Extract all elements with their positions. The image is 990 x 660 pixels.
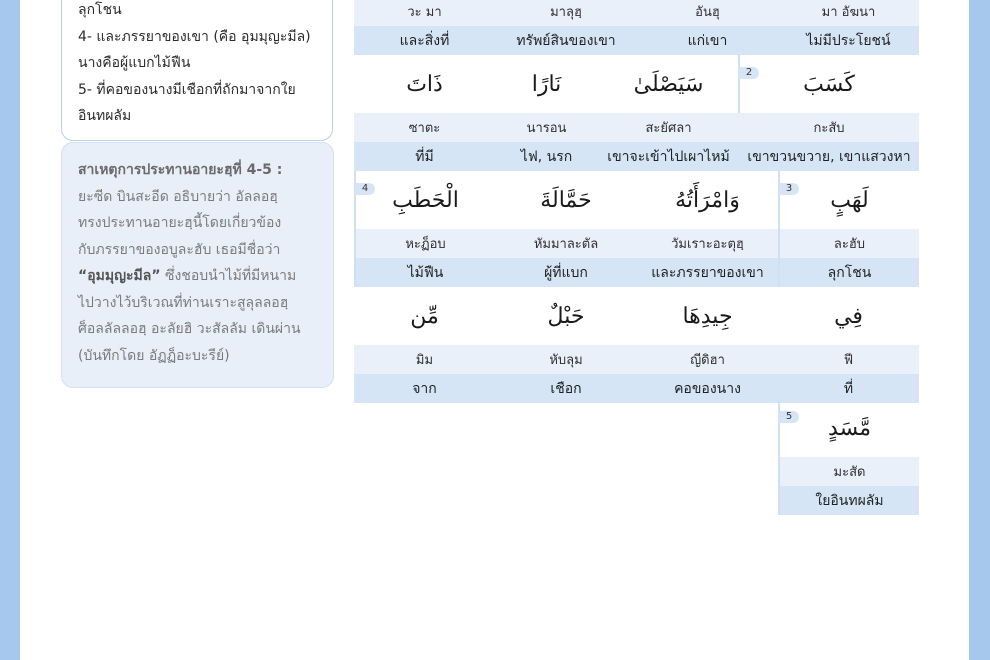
word-transliteration: มะสัด xyxy=(780,457,919,486)
word-arabic: حَبْلٌ xyxy=(547,303,585,329)
word-transliteration: วัมเราะอะตุฮฺ xyxy=(637,229,778,258)
word-meaning: จาก xyxy=(354,374,495,403)
word-cell xyxy=(354,171,495,287)
word-arabic: لَهَبٍ xyxy=(830,187,869,213)
word-transliteration: ละฮับ xyxy=(780,229,919,258)
word-cell xyxy=(637,171,778,287)
word-arabic: كَسَبَ xyxy=(803,71,855,97)
word-cell xyxy=(354,0,495,55)
word-transliteration: อันฮุ xyxy=(637,0,778,26)
verse-number-badge: 4 xyxy=(355,183,375,195)
word-cell xyxy=(495,0,637,55)
note-line: (บันทึกโดย อัฏฏ็อะบะรีย์) xyxy=(78,347,230,364)
word-cell xyxy=(778,287,919,403)
note-bold-name: “อุมมุญะมีล” xyxy=(78,268,161,284)
word-arabic: وَامْرَأَتُهُ xyxy=(675,187,740,213)
word-meaning: และสิ่งที่ xyxy=(354,26,495,55)
word-meaning: เชือก xyxy=(495,374,637,403)
word-meaning: ผู้ที่แบก xyxy=(495,258,637,287)
word-transliteration: หะฏ็อบ xyxy=(356,229,495,258)
note-line-text: ซึ่งชอบนำไม้ที่มีหนาม xyxy=(164,268,297,284)
verse-number-badge: 2 xyxy=(739,67,759,79)
word-arabic: حَمَّالَةَ xyxy=(540,187,592,213)
note-title: สาเหตุการประทานอายะฮฺที่ 4-5 : xyxy=(78,162,283,178)
translation-box xyxy=(61,0,333,141)
word-meaning: ไม่มีประโยชน์ xyxy=(778,26,919,55)
word-cell xyxy=(637,287,778,403)
note-line xyxy=(78,263,319,290)
word-arabic: ذَاتَ xyxy=(406,71,443,97)
word-transliteration: สะยัศลา xyxy=(598,113,739,142)
note-line: ยะซีด บินสะอีด อธิบายว่า อัลลอฮฺ xyxy=(78,188,278,205)
word-meaning: และภรรยาของเขา xyxy=(637,258,778,287)
word-cell xyxy=(739,55,919,171)
word-transliteration: ฟี xyxy=(778,345,919,374)
word-arabic: مَّسَدٍ xyxy=(828,415,871,441)
revelation-note-box xyxy=(61,142,334,388)
word-cell xyxy=(598,55,739,171)
word-meaning: ไฟ, นรก xyxy=(495,142,598,171)
note-line: ไปวางไว้บริเวณที่ท่านเราะสูลุลลอฮฺ xyxy=(78,294,289,311)
word-meaning: เขาขวนขวาย, เขาแสวงหา xyxy=(739,142,919,171)
translation-line: ลุกโชน xyxy=(78,2,122,18)
word-cell xyxy=(495,55,598,171)
translation-line: อินทผลัม xyxy=(78,108,132,124)
translation-line: 4- และภรรยาของเขา (คือ อุมมุญะมีล) xyxy=(78,28,311,45)
word-arabic: نَارًا xyxy=(531,71,562,97)
word-arabic: الْحَطَبِ xyxy=(392,187,459,213)
word-meaning: ไม้ฟืน xyxy=(356,258,495,287)
translation-line: 5- ที่คอของนางมีเชือกที่ถักมาจากใย xyxy=(78,81,296,98)
word-transliteration: ซาตะ xyxy=(354,113,495,142)
verse-divider xyxy=(738,55,753,113)
verse-number-badge: 3 xyxy=(779,183,799,195)
word-transliteration: กะสับ xyxy=(739,113,919,142)
translation-line: นางคือผู้แบกไม้ฟืน xyxy=(78,55,191,71)
word-transliteration: มา อัฆนา xyxy=(778,0,919,26)
word-meaning: ลุกโชน xyxy=(780,258,919,287)
word-arabic: سَيَصْلَىٰ xyxy=(633,71,704,97)
word-meaning: คอของนาง xyxy=(637,374,778,403)
word-arabic: جِيدِهَا xyxy=(682,303,733,329)
word-cell xyxy=(354,55,495,171)
verse-number-badge: 5 xyxy=(779,411,799,423)
word-meaning: ใยอินทผลัม xyxy=(780,486,919,515)
word-cell xyxy=(495,171,637,287)
word-transliteration: หัมมาละตัล xyxy=(495,229,637,258)
word-arabic: مِّن xyxy=(410,303,439,329)
word-transliteration: หับลุม xyxy=(495,345,637,374)
word-transliteration: มิม xyxy=(354,345,495,374)
word-cell xyxy=(778,0,919,55)
word-meaning: ทรัพย์สินของเขา xyxy=(495,26,637,55)
note-line: ทรงประทานอายะฮฺนี้โดยเกี่ยวข้อง xyxy=(78,215,282,231)
word-transliteration: ญีดิฮา xyxy=(637,345,778,374)
word-cell xyxy=(778,399,919,515)
word-transliteration: นารอน xyxy=(495,113,598,142)
note-line: กับภรรยาของอบูละฮับ เธอมีชื่อว่า xyxy=(78,241,281,258)
word-meaning: ที่มี xyxy=(354,142,495,171)
word-meaning: ที่ xyxy=(778,374,919,403)
word-arabic: فِي xyxy=(834,303,863,329)
note-line: ศ็อลลัลลอฮฺ อะลัยฮิ วะสัลลัม เดินผ่าน xyxy=(78,321,301,337)
word-transliteration: มาลุฮฺ xyxy=(495,0,637,26)
word-cell xyxy=(354,287,495,403)
word-cell xyxy=(495,287,637,403)
word-transliteration: วะ มา xyxy=(354,0,495,26)
word-cell xyxy=(778,171,919,287)
word-meaning: แก่เขา xyxy=(637,26,778,55)
word-meaning: เขาจะเข้าไปเผาไหม้ xyxy=(598,142,739,171)
word-cell xyxy=(637,0,778,55)
